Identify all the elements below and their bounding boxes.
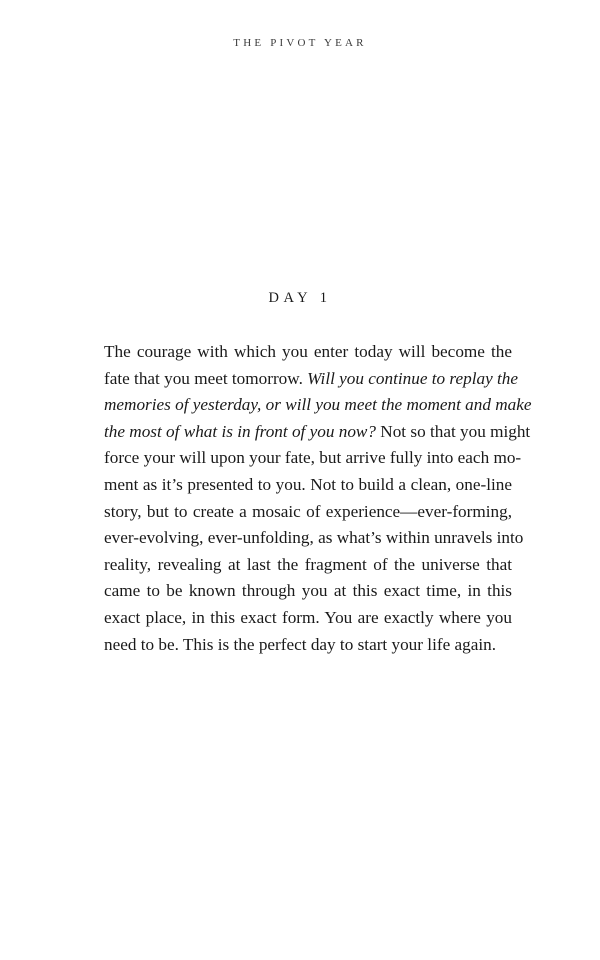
body-line <box>104 419 531 446</box>
text-segment: exact place, in this exact form. You are exactly where you <box>104 607 512 627</box>
text-segment: The courage with which you enter today will become the <box>104 342 512 361</box>
text-segment: reality, revealing at last the fragment of the universe that <box>104 554 512 574</box>
body-line <box>104 499 512 526</box>
body-line <box>104 578 512 605</box>
body-line <box>104 366 518 393</box>
italic-text-segment: Will you continue to replay the <box>307 368 518 388</box>
text-segment: Not so that you might <box>376 421 531 441</box>
body-line <box>104 525 524 552</box>
text-segment: need to be. This is the perfect day to start your life again. <box>104 634 497 654</box>
body-line <box>104 632 512 659</box>
body-line <box>104 552 512 579</box>
text-segment: force your will upon your fate, but arrive fully into each mo- <box>104 448 522 468</box>
body-line <box>104 445 522 472</box>
body-line <box>104 605 512 632</box>
body-line <box>104 472 512 499</box>
text-segment: story, but to create a mosaic of experience—ever-forming, <box>104 501 512 521</box>
text-segment: came to be known through you at this exact time, in this <box>104 581 512 601</box>
body-line <box>104 339 512 366</box>
running-head-title: THE PIVOT YEAR <box>233 37 367 49</box>
italic-text-segment: the most of what is in front of you now? <box>104 421 376 441</box>
text-segment: ment as it’s presented to you. Not to build a clean, one-line <box>104 474 512 494</box>
italic-text-segment: memories of yesterday, or will you meet the moment and make <box>104 395 532 415</box>
day-heading: DAY 1 <box>268 290 332 306</box>
text-segment: fate that you meet tomorrow. <box>104 368 308 388</box>
text-segment: ever-evolving, ever-unfolding, as what’s within unravels into <box>104 528 524 548</box>
entry-body-text <box>104 339 532 658</box>
body-line <box>104 392 532 419</box>
